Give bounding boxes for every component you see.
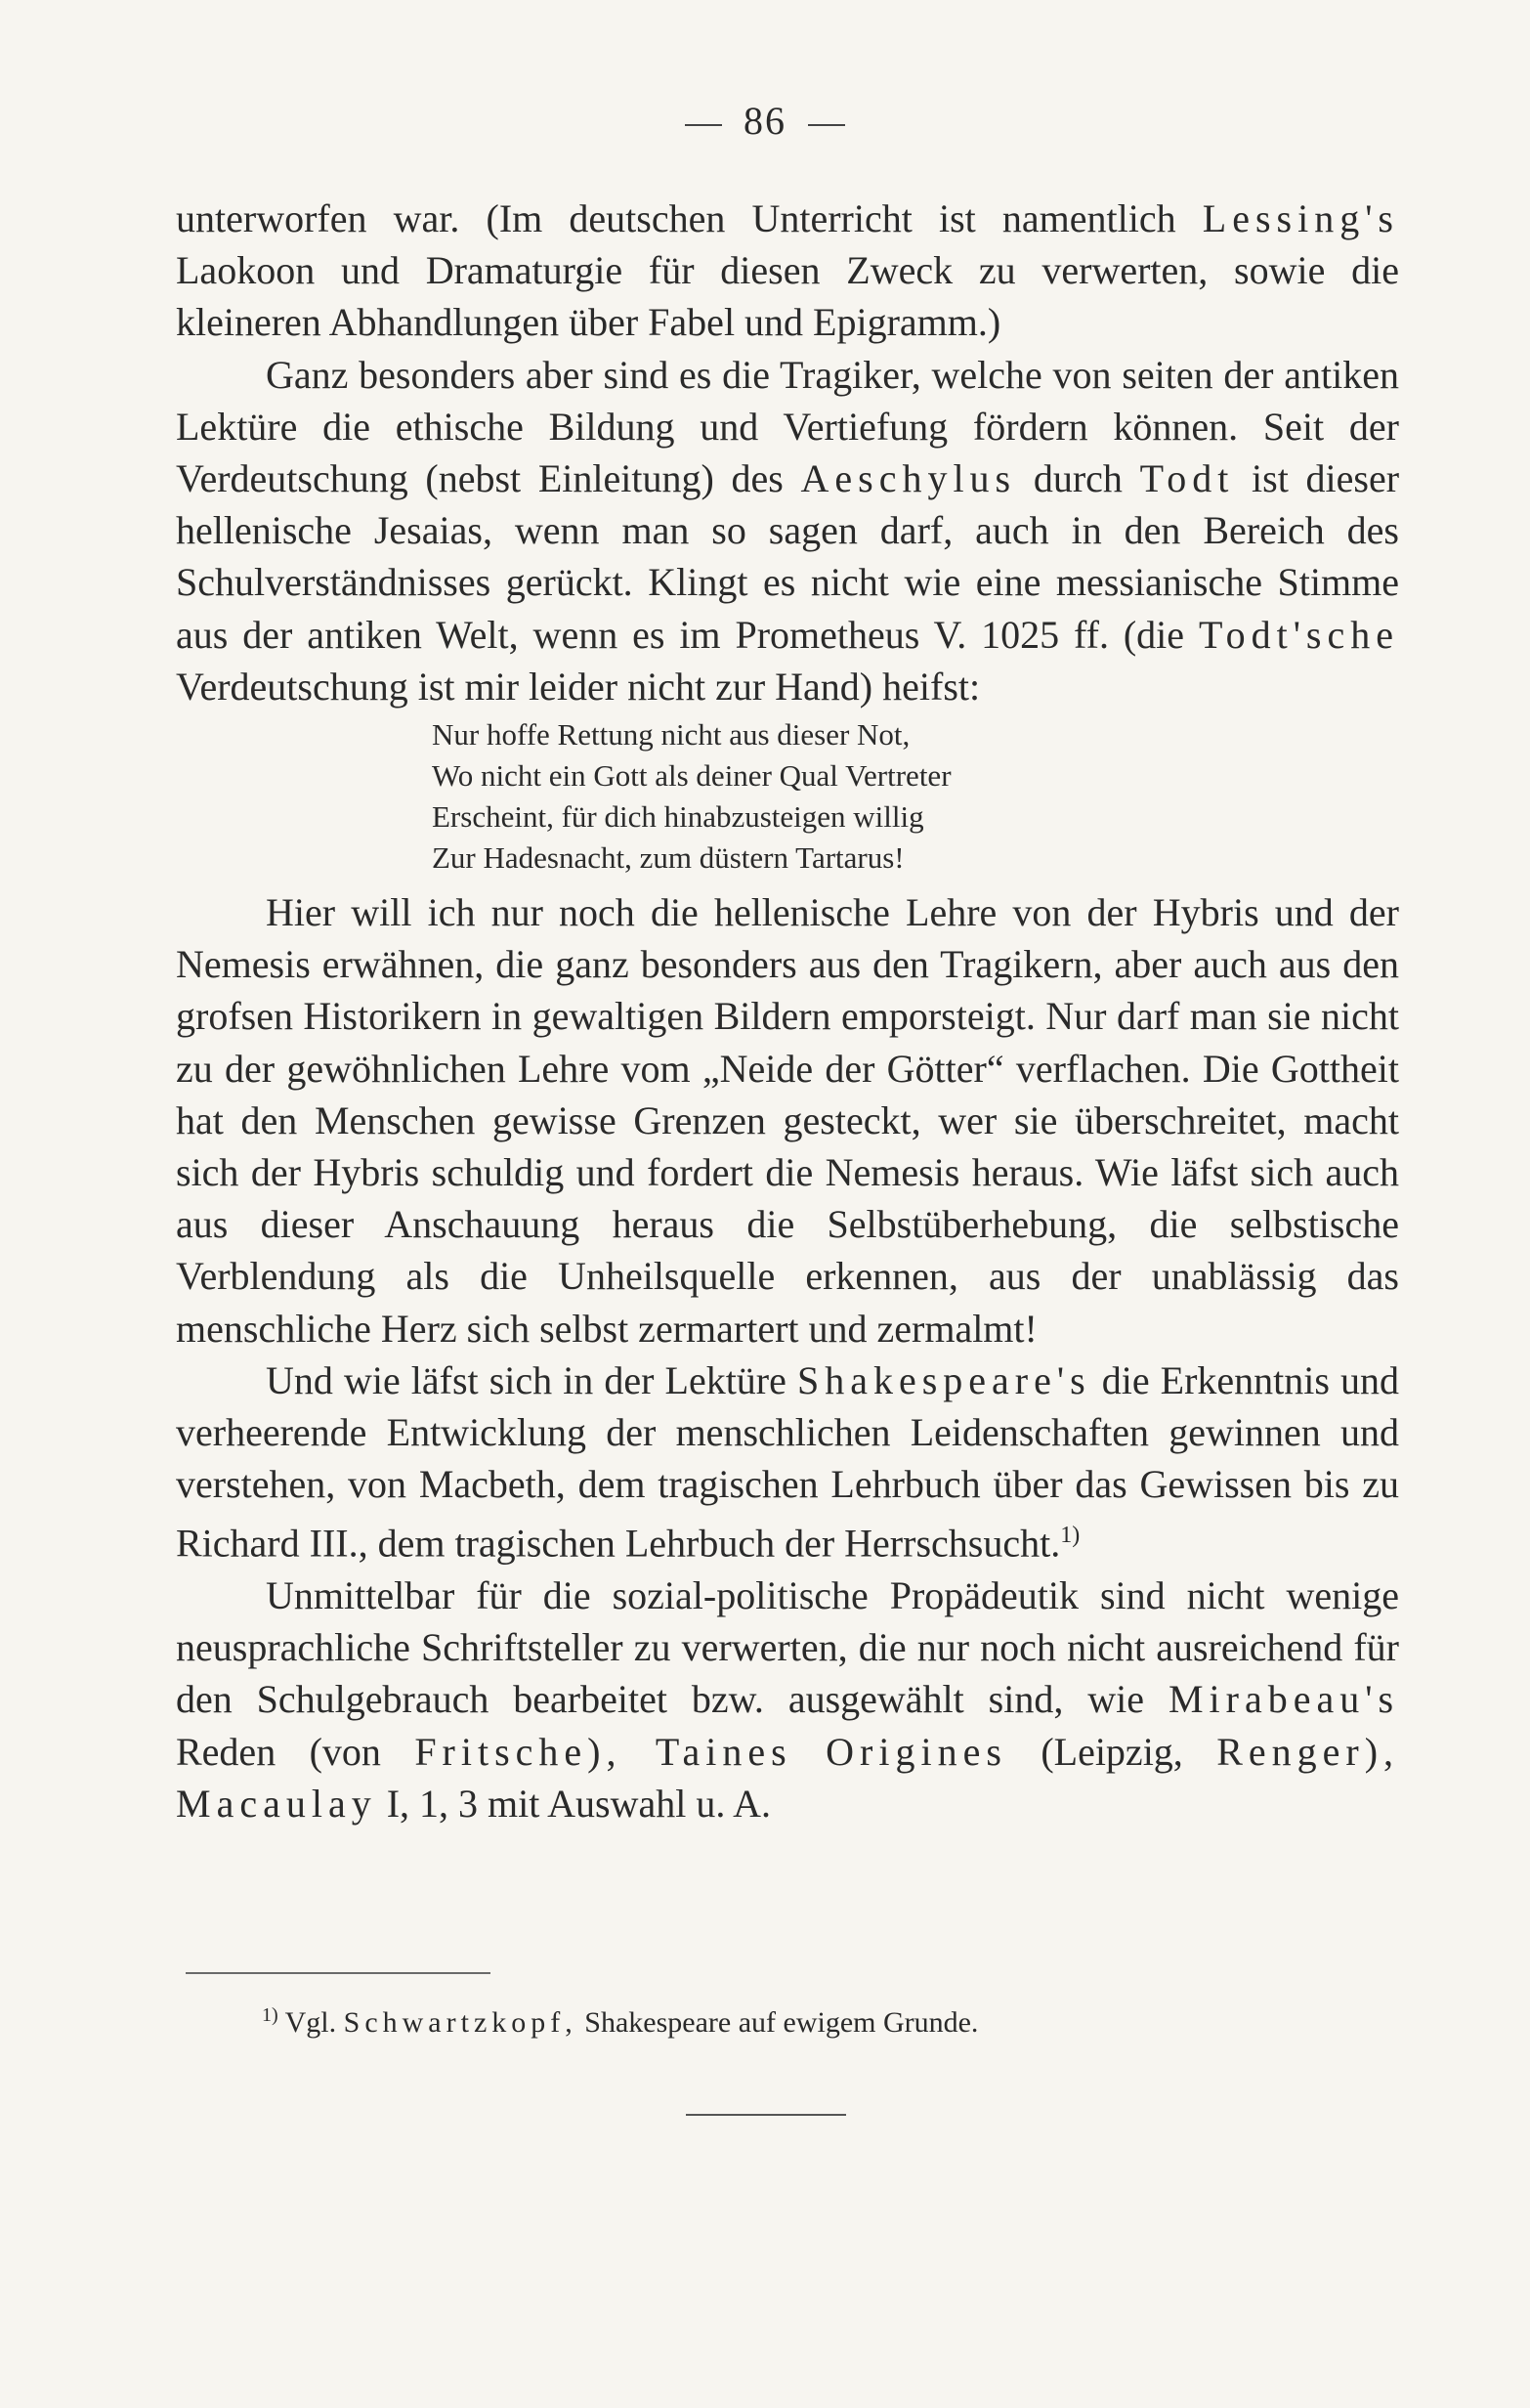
paragraph-3: Hier will ich nur noch die hellenische Lehre von der Hybris und der Nemesis erwähnen, die ganz besonders aus den Tragikern, aber auch aus den grofsen Historikern in gewaltigen Bildern emporsteigt. Nur darf man sie nicht zu der gewöhnlichen Lehre vom „Neide der Götter“ verflachen. Die Gottheit hat den Menschen gewisse Grenzen gesteckt, wer sie überschreitet, macht sich der Hybris schuldig und fordert die Nemesis heraus. Wie läfst sich auch aus dieser Anschauung heraus die Selbstüberhebung, die selbstische Verblendung als die Unheilsquelle erkennen, aus der unablässig das menschliche Herz sich selbst zermartert und zermalmt! — [176, 890, 1399, 1351]
title-name: Origines — [826, 1729, 1007, 1774]
verse-line: Zur Hadesnacht, zum düstern Tartarus! — [432, 840, 905, 876]
bottom-divider — [686, 2114, 846, 2116]
paragraph-2: Ganz besonders aber sind es die Tragiker, welche von seiten der antiken Lektüre die ethische Bildung und Vertiefung fördern können. Seit der Verdeutschung (nebst Einleitung) des Aeschylus durch Todt ist dieser hellenische Jesaias, wenn man so sagen darf, auch in den Bereich des Schulverständnisses gerückt. Klingt es nicht wie eine messianische Stimme aus der antiken Welt, wenn es im Prometheus V. 1025 ff. (die Todt'sche Verdeutschung ist mir leider nicht zur Hand) heifst: — [176, 352, 1400, 709]
paragraph-5: Unmittelbar für die sozial-politische Propädeutik sind nicht wenige neusprachliche Schriftsteller zu verwerten, die nur noch nicht ausreichend für den Schulgebrauch bearbeitet bzw. ausgewählt sind, wie Mirabeau's Reden (von Fritsche), Taines Origines (Leipzig, Renger), Macaulay I, 1, 3 mit Auswahl u. A. — [176, 1573, 1400, 1826]
author-name: Aeschylus — [800, 456, 1017, 501]
author-name: Fritsche), — [414, 1729, 622, 1774]
footnote: $^{1)}$ Vgl. Schwartzkopf, Shakespeare auf ewigem Grunde. — [262, 2004, 979, 2039]
page-number: 86 — [744, 99, 786, 143]
footnote-divider — [186, 1972, 490, 1974]
verse-line: Erscheint, für dich hinabzusteigen willig — [432, 799, 924, 835]
footnote-author: Schwartzkopf, — [343, 2006, 577, 2039]
author-name: Lessing's — [1202, 196, 1399, 240]
author-name: Renger), — [1216, 1729, 1400, 1774]
header-dash-left — [685, 124, 722, 126]
verse-quote — [432, 714, 1399, 879]
verse-line: Nur hoffe Rettung nicht aus dieser Not, — [432, 717, 911, 752]
page-header — [0, 98, 1530, 144]
author-name: Todt — [1139, 456, 1235, 501]
author-name: Macaulay — [176, 1781, 377, 1826]
verse-line: Wo nicht ein Gott als deiner Qual Vertreter — [432, 758, 952, 794]
footnote-reference[interactable]: 1) — [1060, 1523, 1081, 1549]
footnote-marker: 1) — [262, 2004, 278, 2026]
author-name: Taines — [655, 1729, 792, 1774]
author-name: Shakespeare's — [796, 1357, 1091, 1402]
author-name: Todt'sche — [1198, 612, 1399, 657]
author-name: Mirabeau's — [1168, 1677, 1400, 1722]
body-text — [176, 193, 1399, 1829]
paragraph-4: Und wie läfst sich in der Lektüre Shakespeare's die Erkenntnis und verheerende Entwicklung der menschlichen Leidenschaften gewinnen und verstehen, von Macbeth, dem tragischen Lehrbuch über das Gewissen bis zu Richard III., dem tragischen Lehrbuch der Herrschsucht.$^{1)}$ — [176, 1357, 1399, 1566]
paragraph-1: unterworfen war. (Im deutschen Unterricht ist namentlich Lessing's Laokoon und Dramaturgie für diesen Zweck zu verwerten, sowie die kleineren Abhandlungen über Fabel und Epigramm.) — [176, 196, 1399, 345]
header-dash-right — [808, 124, 845, 126]
